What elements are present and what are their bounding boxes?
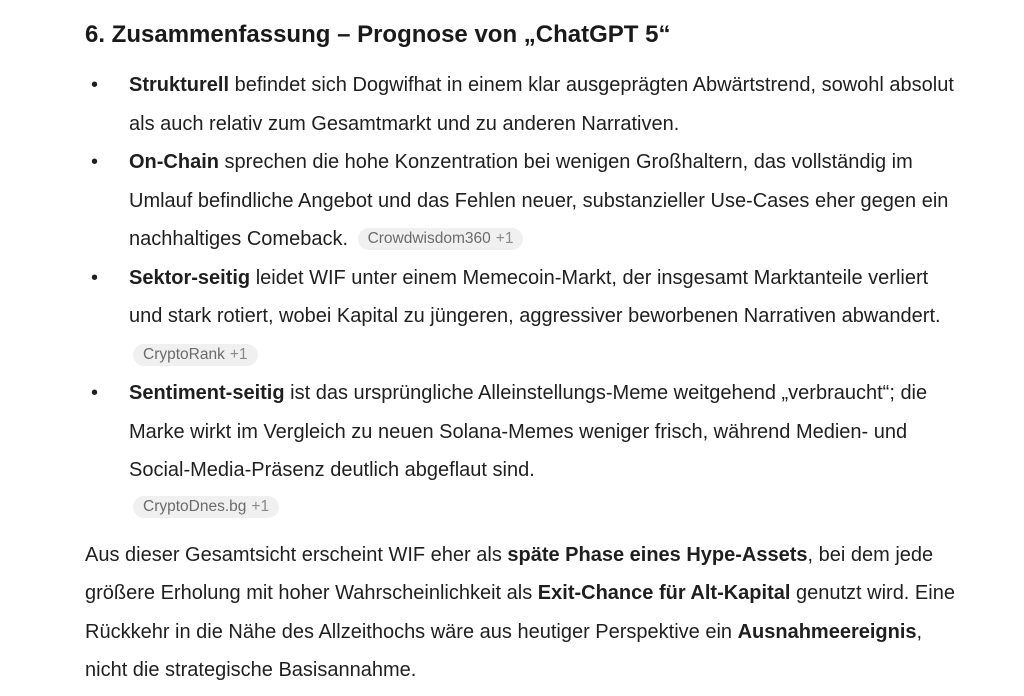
item-text: leidet WIF unter einem Memecoin-Markt, der insgesamt Marktanteile verliert und stark rotiert, wobei Kapital zu jüngeren, aggressiver beworbenen Narrativen abwandert.: [129, 266, 941, 327]
source-name: CryptoRank: [143, 345, 225, 363]
section-heading: 6. Zusammenfassung – Prognose von „ChatGPT 5“: [85, 21, 671, 48]
bullet-icon: •: [91, 382, 99, 404]
item-text: befindet sich Dogwifhat in einem klar ausgeprägten Abwärtstrend, sowohl absolut als auch relativ zum Gesamtmarkt und zu anderen Narrativen.: [129, 74, 954, 135]
item-lead: On-Chain: [129, 151, 219, 173]
source-chip-row: [133, 492, 965, 522]
conclusion-emphasis: Exit-Chance für Alt-Kapital: [537, 582, 791, 604]
conclusion-text: , nicht die strategische Basisannahme.: [85, 620, 923, 681]
source-citation-chip[interactable]: [133, 344, 258, 366]
conclusion-text: Aus dieser Gesamtsicht erscheint WIF eher als: [85, 543, 508, 566]
bullet-icon: •: [91, 266, 99, 289]
conclusion-text: genutzt wird. Eine Rückkehr in die Nähe des Allzeithochs wäre aus heutiger Perspektive ein: [85, 582, 955, 643]
summary-bullet-list: [85, 66, 965, 522]
source-citation-chip[interactable]: [133, 496, 279, 518]
item-lead: Strukturell: [129, 74, 230, 96]
list-item: [85, 374, 965, 522]
conclusion-text: , bei dem jede größere Erholung mit hoher Wahrscheinlichkeit als: [85, 543, 934, 604]
conclusion-emphasis: Ausnahmeereignis: [737, 620, 917, 643]
item-text: sprechen die hohe Konzentration bei wenigen Großhaltern, das vollständig im Umlauf befindliche Angebot und das Fehlen neuer, substanzieller Use-Cases eher gegen ein nachhaltiges Comeback.: [129, 151, 949, 250]
answer-content: [85, 14, 965, 690]
source-name: CryptoDnes.bg: [143, 497, 247, 515]
source-more-count: +1: [495, 230, 514, 247]
bullet-icon: •: [91, 151, 99, 173]
item-lead: Sektor-seitig: [129, 266, 251, 289]
list-item: [85, 66, 965, 143]
source-name: Crowdwisdom360: [367, 230, 491, 247]
list-item: [85, 259, 965, 375]
source-more-count: +1: [229, 345, 248, 363]
list-item: [85, 143, 965, 259]
item-text: ist das ursprüngliche Alleinstellungs-Meme weitgehend „verbraucht“; die Marke wirkt im Vergleich zu neuen Solana-Memes weniger frisch, während Medien- und Social-Media-Präsenz deutlich abgeflaut sind.: [129, 382, 928, 481]
source-more-count: +1: [251, 497, 270, 515]
item-lead: Sentiment-seitig: [129, 382, 285, 404]
bullet-icon: •: [91, 74, 99, 96]
source-citation-chip[interactable]: [358, 228, 524, 250]
conclusion-paragraph: [85, 536, 965, 690]
conclusion-emphasis: späte Phase eines Hype-Assets: [507, 543, 808, 566]
